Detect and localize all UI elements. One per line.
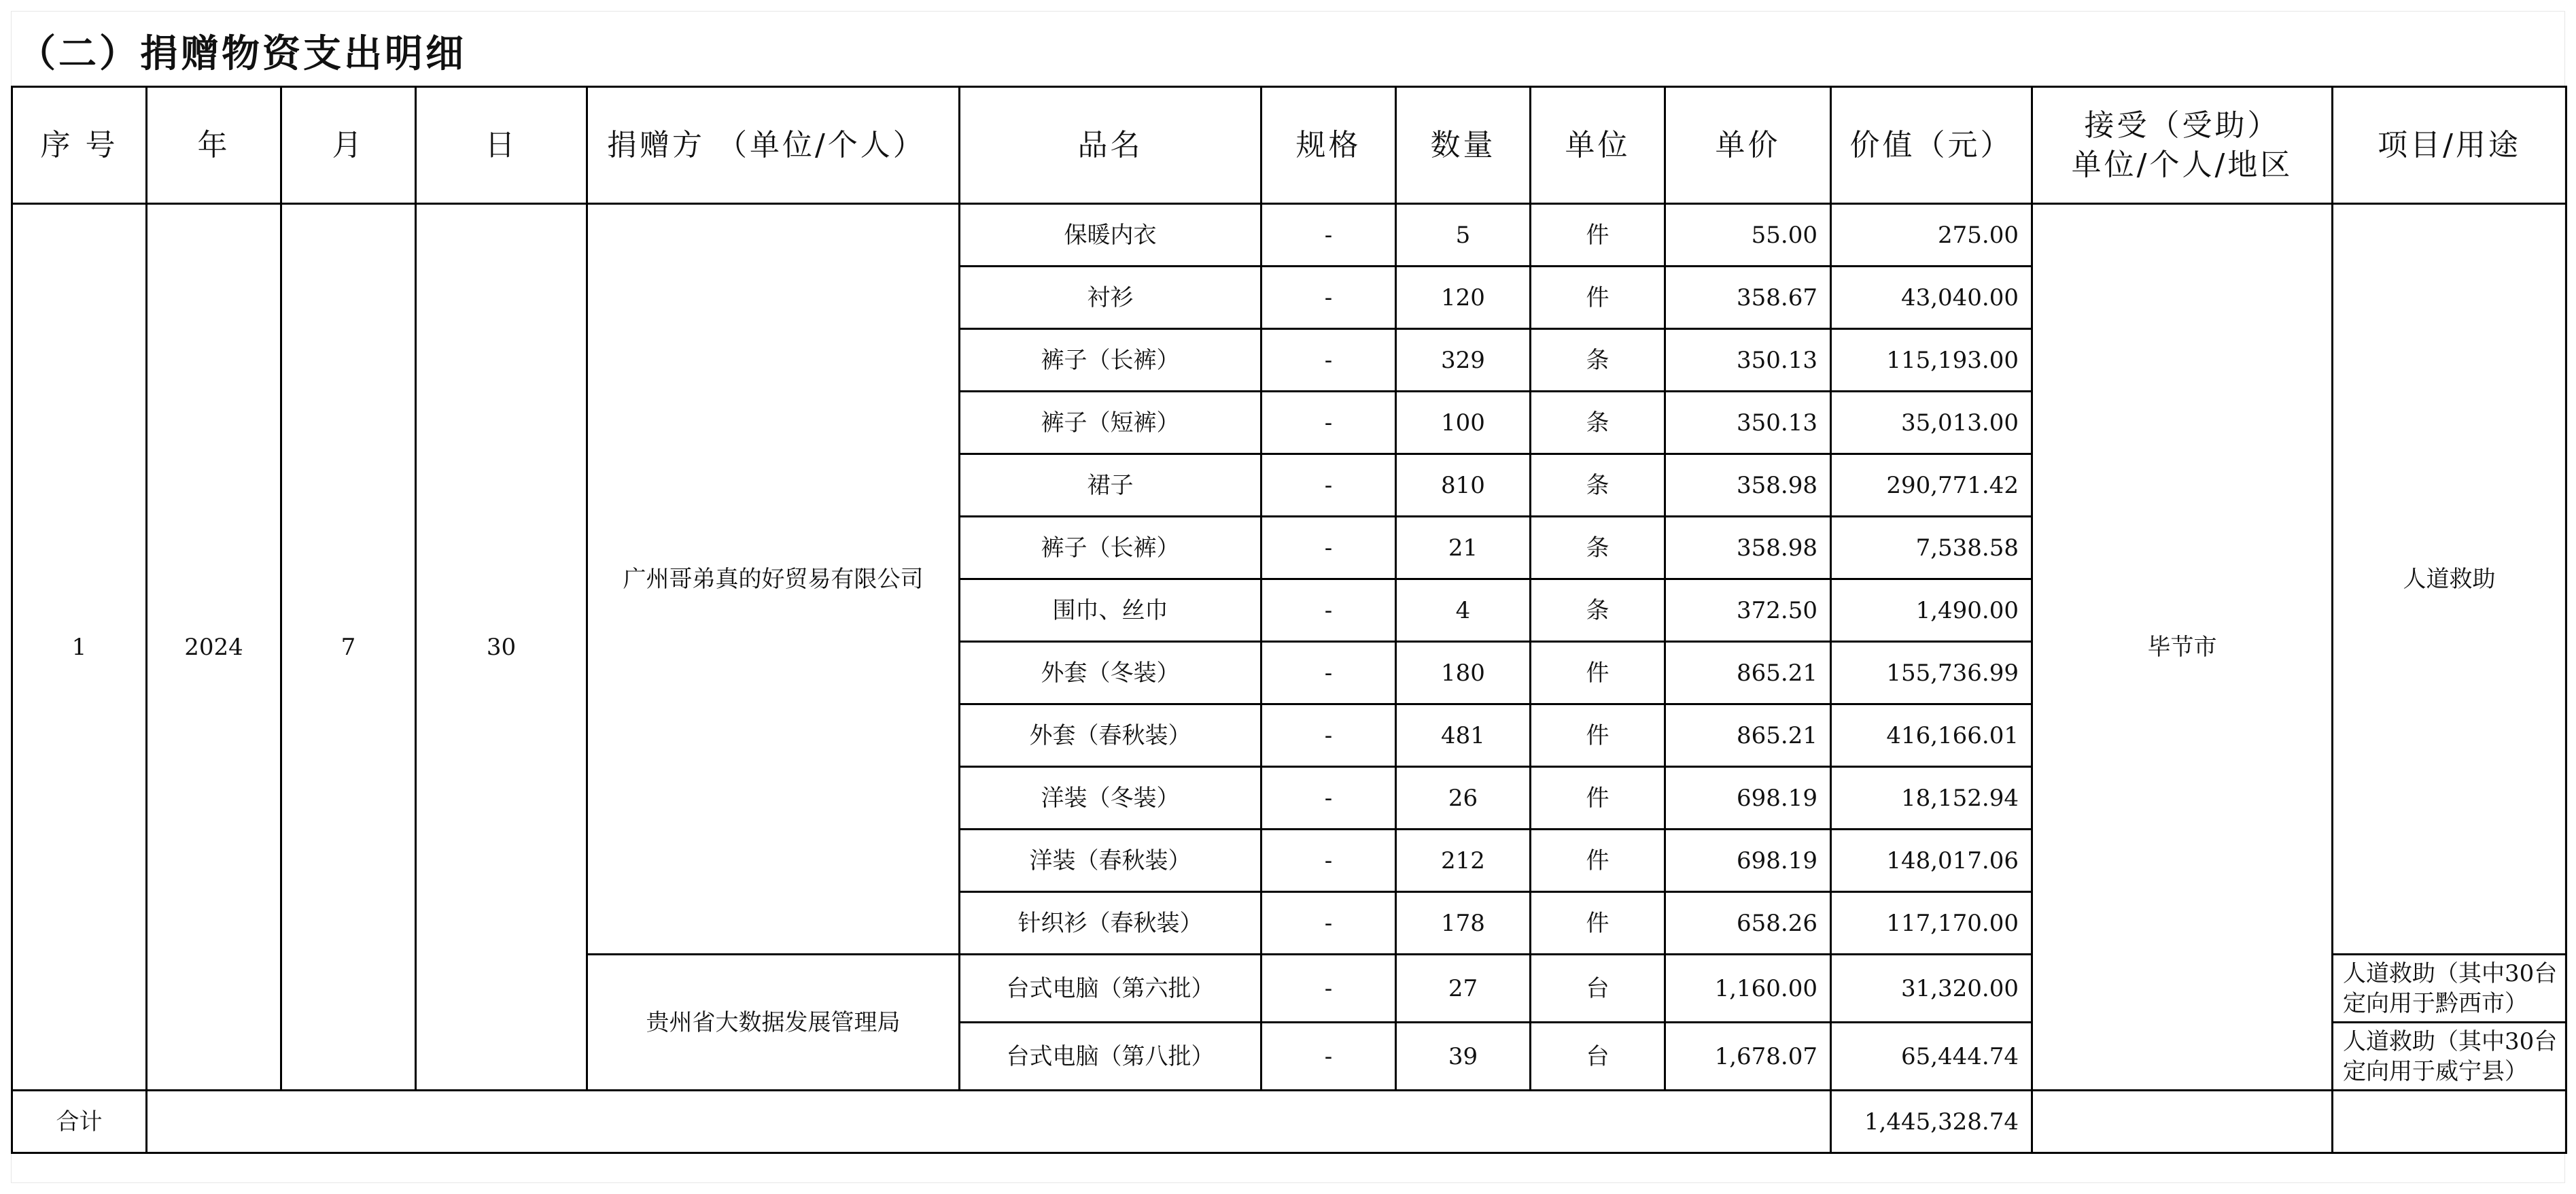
cell-price: 865.21 [1665,704,1831,767]
cell-qty: 39 [1396,1023,1531,1091]
header-recipient-line2: 单位/个人/地区 [2071,147,2293,182]
cell-value: 416,166.01 [1831,704,2032,767]
cell-spec: - [1261,329,1396,392]
total-label: 合计 [12,1091,147,1153]
cell-spec: - [1261,392,1396,454]
cell-value: 117,170.00 [1831,892,2032,955]
cell-spec: - [1261,767,1396,830]
cell-unit: 件 [1531,830,1665,892]
header-qty: 数量 [1396,87,1531,204]
cell-unit: 条 [1531,392,1665,454]
cell-value: 1,490.00 [1831,579,2032,642]
header-recipient-line1: 接受（受助） [2084,107,2280,143]
cell-qty: 100 [1396,392,1531,454]
cell-spec: - [1261,830,1396,892]
cell-item-name: 针织衫（春秋装） [960,892,1261,955]
cell-item-name: 保暖内衣 [960,204,1261,267]
header-spec: 规格 [1261,87,1396,204]
cell-item-name: 洋装（春秋装） [960,830,1261,892]
cell-spec: - [1261,642,1396,704]
cell-item-name: 裙子 [960,454,1261,517]
header-recipient [2032,87,2333,204]
header-month: 月 [281,87,416,204]
cell-value: 148,017.06 [1831,830,2032,892]
cell-item-name: 衬衫 [960,267,1261,329]
cell-unit: 台 [1531,955,1665,1023]
table-row [12,204,2566,267]
cell-spec: - [1261,454,1396,517]
cell-price: 55.00 [1665,204,1831,267]
header-value: 价值（元） [1831,87,2032,204]
cell-item-name: 围巾、丝巾 [960,579,1261,642]
cell-unit: 件 [1531,642,1665,704]
cell-item-name: 裤子（长裤） [960,329,1261,392]
cell-item-name: 台式电脑（第六批） [960,955,1261,1023]
cell-seq: 1 [12,204,147,1091]
cell-qty: 178 [1396,892,1531,955]
table-header-row [12,87,2566,204]
cell-item-name: 台式电脑（第八批） [960,1023,1261,1091]
cell-spec: - [1261,579,1396,642]
cell-qty: 120 [1396,267,1531,329]
cell-value: 275.00 [1831,204,2032,267]
cell-value: 31,320.00 [1831,955,2032,1023]
cell-value: 18,152.94 [1831,767,2032,830]
cell-unit: 件 [1531,204,1665,267]
cell-purpose: 人道救助（其中30台定向用于威宁县） [2333,1023,2566,1091]
cell-qty: 5 [1396,204,1531,267]
cell-price: 372.50 [1665,579,1831,642]
cell-unit: 件 [1531,267,1665,329]
cell-spec: - [1261,267,1396,329]
cell-price: 358.98 [1665,454,1831,517]
cell-price: 358.67 [1665,267,1831,329]
cell-qty: 26 [1396,767,1531,830]
cell-unit: 台 [1531,1023,1665,1091]
cell-price: 350.13 [1665,392,1831,454]
total-row [12,1091,2566,1153]
cell-unit: 件 [1531,767,1665,830]
cell-price: 1,678.07 [1665,1023,1831,1091]
total-purpose-blank [2333,1091,2566,1153]
cell-value: 7,538.58 [1831,517,2032,579]
cell-unit: 条 [1531,454,1665,517]
cell-price: 865.21 [1665,642,1831,704]
cell-purpose: 人道救助 [2333,204,2566,955]
cell-item-name: 裤子（长裤） [960,517,1261,579]
page-title: （二）捐赠物资支出明细 [18,32,466,76]
cell-recipient: 毕节市 [2032,204,2333,1091]
cell-price: 698.19 [1665,767,1831,830]
cell-price: 658.26 [1665,892,1831,955]
header-price: 单价 [1665,87,1831,204]
cell-qty: 481 [1396,704,1531,767]
cell-qty: 27 [1396,955,1531,1023]
cell-day: 30 [416,204,587,1091]
cell-unit: 条 [1531,517,1665,579]
cell-spec: - [1261,704,1396,767]
cell-qty: 4 [1396,579,1531,642]
total-blank [147,1091,1831,1153]
cell-item-name: 外套（春秋装） [960,704,1261,767]
cell-qty: 180 [1396,642,1531,704]
cell-price: 350.13 [1665,329,1831,392]
header-donor: 捐赠方 （单位/个人） [587,87,960,204]
cell-item-name: 洋装（冬装） [960,767,1261,830]
cell-spec: - [1261,955,1396,1023]
cell-value: 115,193.00 [1831,329,2032,392]
header-unit: 单位 [1531,87,1665,204]
cell-qty: 21 [1396,517,1531,579]
cell-value: 43,040.00 [1831,267,2032,329]
cell-donor: 广州哥弟真的好贸易有限公司 [587,204,960,955]
cell-spec: - [1261,892,1396,955]
cell-year: 2024 [147,204,281,1091]
cell-value: 290,771.42 [1831,454,2032,517]
cell-month: 7 [281,204,416,1091]
header-seq: 序 号 [12,87,147,204]
cell-purpose: 人道救助（其中30台定向用于黔西市） [2333,955,2566,1023]
cell-unit: 条 [1531,329,1665,392]
cell-qty: 212 [1396,830,1531,892]
header-year: 年 [147,87,281,204]
donation-expense-table [11,86,2567,1154]
cell-spec: - [1261,1023,1396,1091]
cell-unit: 条 [1531,579,1665,642]
cell-value: 65,444.74 [1831,1023,2032,1091]
cell-qty: 810 [1396,454,1531,517]
cell-item-name: 外套（冬装） [960,642,1261,704]
cell-spec: - [1261,204,1396,267]
total-recipient-blank [2032,1091,2333,1153]
cell-item-name: 裤子（短裤） [960,392,1261,454]
cell-unit: 件 [1531,704,1665,767]
cell-value: 155,736.99 [1831,642,2032,704]
cell-spec: - [1261,517,1396,579]
total-value: 1,445,328.74 [1831,1091,2032,1153]
cell-donor: 贵州省大数据发展管理局 [587,955,960,1091]
cell-price: 1,160.00 [1665,955,1831,1023]
header-day: 日 [416,87,587,204]
header-purpose: 项目/用途 [2333,87,2566,204]
cell-price: 358.98 [1665,517,1831,579]
cell-value: 35,013.00 [1831,392,2032,454]
cell-price: 698.19 [1665,830,1831,892]
cell-unit: 件 [1531,892,1665,955]
header-item-name: 品名 [960,87,1261,204]
cell-qty: 329 [1396,329,1531,392]
